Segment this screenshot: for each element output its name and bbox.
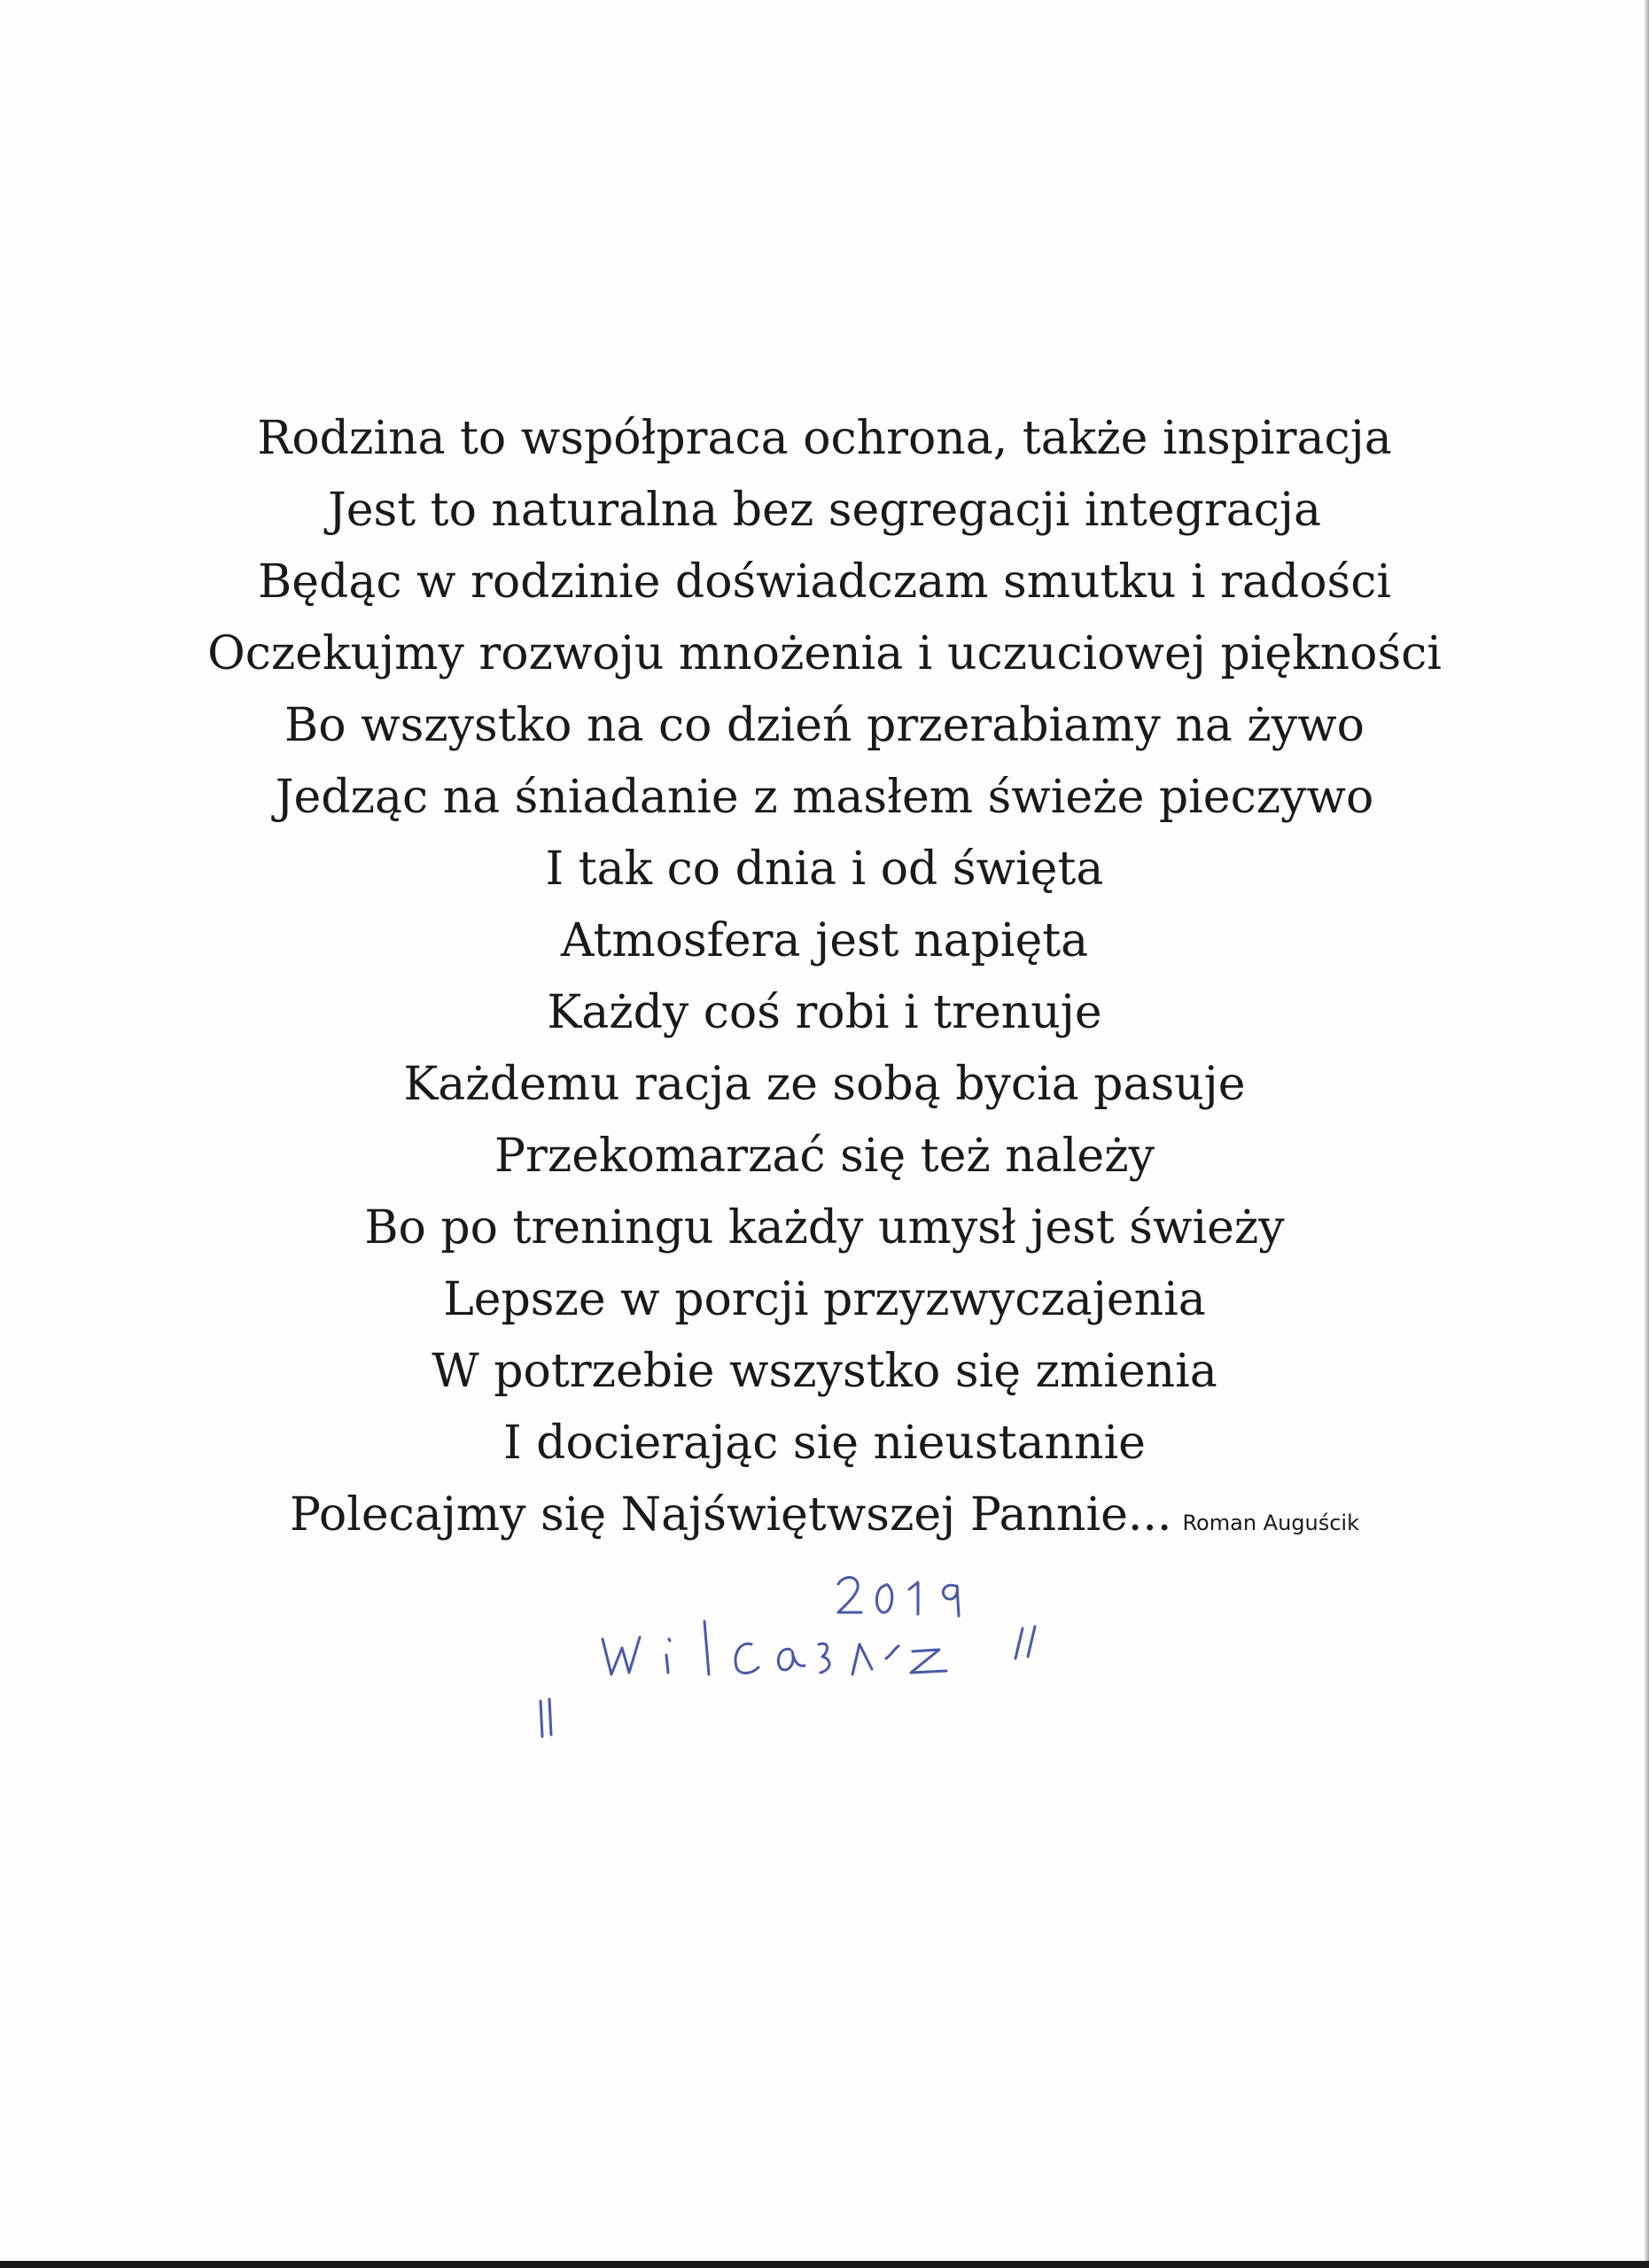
poem-line: Bo po treningu każdy umysł jest świeży xyxy=(364,1201,1285,1254)
handwritten-quote-open xyxy=(541,1699,551,1736)
author-name: Roman Auguścik xyxy=(1182,1511,1359,1535)
handwritten-quote-close xyxy=(1015,1627,1035,1658)
poem-line: I docierając się nieustannie xyxy=(503,1417,1146,1470)
poem-line: Jedząc na śniadanie z masłem świeże pieczywo xyxy=(275,771,1374,824)
poem xyxy=(0,403,1649,1551)
poem-line: W potrzebie wszystko się zmienia xyxy=(432,1345,1217,1398)
poem-line: Lepsze w porcji przyzwyczajenia xyxy=(443,1273,1206,1326)
poem-line: Oczekujmy rozwoju mnożenia i uczuciowej piękności xyxy=(207,627,1442,680)
scan-bottom-border xyxy=(0,2261,1649,2268)
handwritten-year xyxy=(838,1578,959,1617)
poem-line: Bo wszystko na co dzień przerabiamy na żywo xyxy=(284,699,1365,752)
poem-line: Będąc w rodzinie doświadczam smutku i radości xyxy=(258,555,1391,609)
handwritten-signature xyxy=(523,1559,1161,1763)
poem-line: Rodzina to współpraca ochrona, także inspiracja xyxy=(257,412,1392,465)
poem-line: I tak co dnia i od święta xyxy=(545,843,1104,896)
poem-last-line xyxy=(0,1480,1649,1551)
poem-line: Przekomarzać się też należy xyxy=(494,1130,1155,1183)
handwritten-word xyxy=(603,1621,946,1674)
poem-line: Każdy coś robi i trenuje xyxy=(547,986,1102,1039)
poem-line: Każdemu racja ze sobą bycia pasuje xyxy=(403,1058,1246,1111)
poem-line: Atmosfera jest napięta xyxy=(560,914,1089,967)
poem-line-text: Polecajmy się Najświętwszej Pannie... xyxy=(290,1488,1172,1542)
poem-line: Jest to naturalna bez segregacji integracja xyxy=(327,484,1322,537)
